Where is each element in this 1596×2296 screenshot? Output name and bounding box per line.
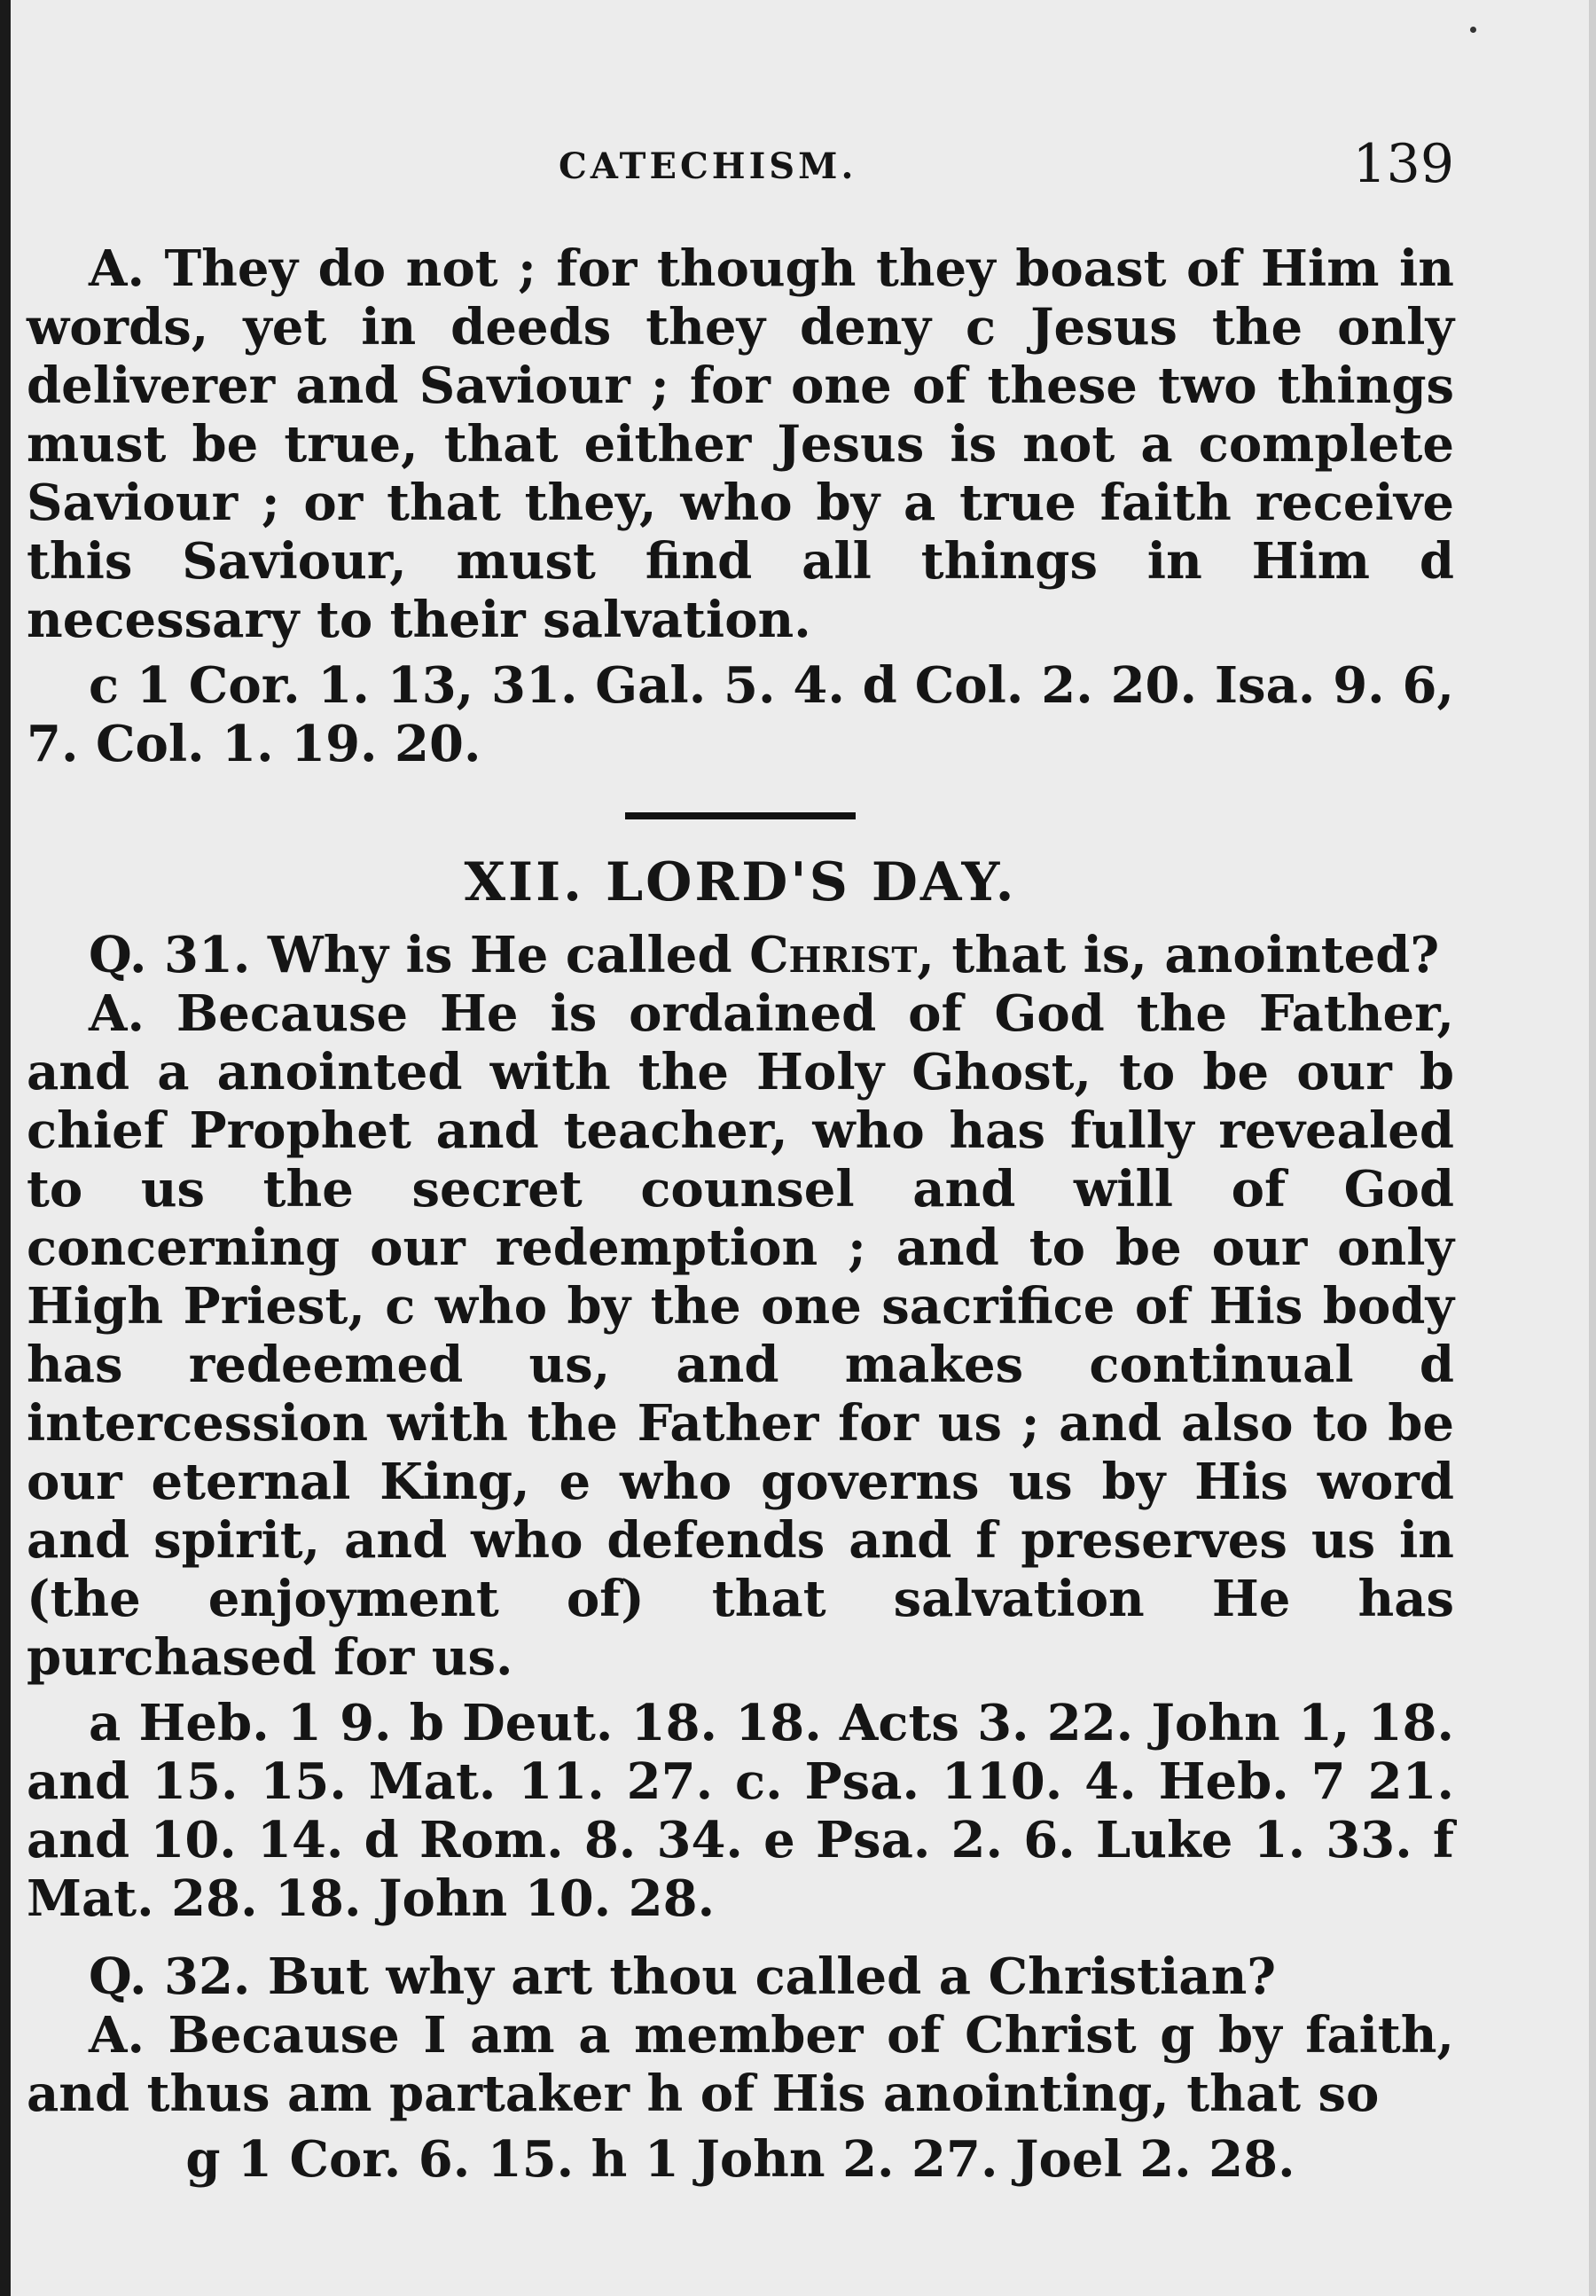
scripture-references-31: a Heb. 1 9. b Deut. 18. 18. Acts 3. 22. John 1, 18. and 15. 15. Mat. 11. 27. c. Psa. 110. 4. Heb. 7 21. and 10. 14. d Rom. 8. 34. e Psa. 2. 6. Luke 1. 33. f Mat. 28. 18. John 10. 28. [27,1694,1454,1928]
spacer [27,1928,1454,1947]
scripture-references-32: g 1 Cor. 6. 15. h 1 John 2. 27. Joel 2. 28. [185,2130,1295,2189]
page-left-border [0,0,11,2296]
page-content [27,133,1454,2189]
question-31 [27,926,1454,984]
section-divider [625,812,856,819]
lords-day-heading: XII. LORD'S DAY. [464,851,1017,913]
answer-32: A. Because I am a member of Christ g by faith, and thus am partaker h of His anointing, that so [27,2006,1454,2123]
scripture-references-a: c 1 Cor. 1. 13, 31. Gal. 5. 4. d Col. 2. 20. Isa. 9. 6, 7. Col. 1. 19. 20. [27,656,1454,773]
page-right-border [1589,0,1596,2296]
running-title: CATECHISM. [559,145,857,187]
question-32: Q. 32. But why art thou called a Christian? [89,1947,1277,2006]
page-number: 139 [1352,133,1454,195]
answer-31: A. Because He is ordained of God the Father, and a anointed with the Holy Ghost, to be our b chief Prophet and teacher, who has fully revealed to us the secret counsel and will of God concerning our redemption ; and to be our only High Priest, c who by the one sacrifice of His body has redeemed us, and makes continual d intercession with the Father for us ; and also to be our eternal King, e who governs us by His word and spirit, and who defends and f preserves us in (the enjoyment of) that salvation He has purchased for us. [27,984,1454,1687]
question-31-prefix: Q. 31. Why is He called [89,926,750,984]
question-31-christ: Christ [749,926,918,984]
question-31-suffix: , that is, anointed? [917,926,1440,984]
running-head [27,133,1454,204]
answer-continued: A. They do not ; for though they boast of Him in words, yet in deeds they deny c Jesus the only deliverer and Saviour ; for one of these two things must be true, that either Jesus is not a complete Saviour ; or that they, who by a true faith receive this Saviour, must find all things in Him d necessary to their salvation. [27,239,1454,649]
ink-speck [1470,27,1476,33]
